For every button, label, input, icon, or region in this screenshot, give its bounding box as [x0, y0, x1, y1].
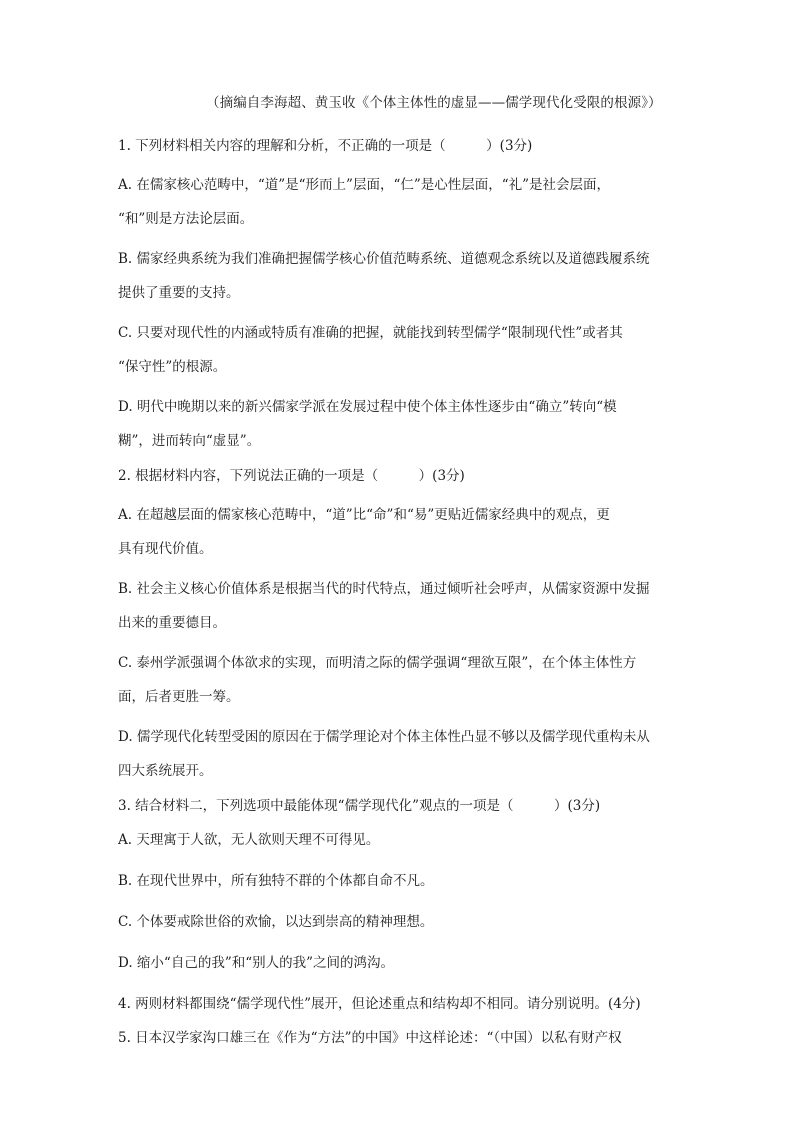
option-line: D. 明代中晚期以来的新兴儒家学派在发展过程中使个体主体性逐步由“确立”转向“模 [118, 399, 617, 415]
question-3-option-c: C. 个体要戒除世俗的欢愉，以达到崇高的精神理想。 [118, 914, 434, 930]
questions-section [118, 134, 678, 1060]
question-2-option-c [118, 646, 678, 714]
question-4-stem: 4. 两则材料都围绕“儒学现代性”展开，但论述重点和结构却不相同。请分别说明。(4分) [118, 996, 641, 1012]
question-3-option-b: B. 在现代世界中，所有独特不群的个体都自命不凡。 [118, 873, 434, 889]
question-1-option-c [118, 316, 678, 384]
question-2-option-a [118, 498, 678, 566]
question-5-stem: 5. 日本汉学家沟口雄三在《作为“方法”的中国》中这样论述：“（中国）以私有财产权 [118, 1030, 622, 1046]
question-1-option-d [118, 390, 678, 458]
option-line: D. 儒学现代化转型受困的原因在于儒学理论对个体主体性凸显不够以及儒学现代重构未从 [118, 729, 650, 745]
option-line: C. 只要对现代性的内涵或特质有准确的把握，就能找到转型儒学“限制现代性”或者其 [118, 325, 623, 341]
option-line: A. 在儒家核心范畴中，“道”是“形而上”层面，“仁”是心性层面，“礼”是社会层面， [118, 177, 611, 193]
option-line: 面，后者更胜一筹。 [118, 689, 240, 705]
question-1-stem: 1. 下列材料相关内容的理解和分析，不正确的一项是（ ）(3分) [118, 138, 533, 154]
question-2-option-d [118, 720, 678, 788]
question-1-option-b [118, 242, 678, 310]
question-2-stem: 2. 根据材料内容，下列说法正确的一项是（ ）(3分) [118, 468, 465, 484]
option-line: B. 社会主义核心价值体系是根据当代的时代特点，通过倾听社会呼声，从儒家资源中发掘 [118, 581, 650, 597]
question-2-option-b [118, 572, 678, 640]
option-line: A. 在超越层面的儒家核心范畴中，“道”比“命”和“易”更贴近儒家经典中的观点，更 [118, 507, 610, 523]
source-citation: （摘编自李海超、黄玉收《个体主体性的虚显——儒学现代化受限的根源》） [206, 95, 662, 111]
question-1-option-a [118, 168, 678, 236]
question-3-stem: 3. 结合材料二，下列选项中最能体现“儒学现代化”观点的一项是（ ）(3分) [118, 798, 601, 814]
question-3-option-a: A. 天理寓于人欲，无人欲则天理不可得见。 [118, 832, 380, 848]
question-3-option-d: D. 缩小“自己的我”和“别人的我”之间的鸿沟。 [118, 955, 395, 971]
option-line: 糊”，进而转向“虚显”。 [118, 433, 261, 449]
option-line: 具有现代价值。 [118, 541, 213, 557]
option-line: C. 泰州学派强调个体欲求的实现，而明清之际的儒学强调“理欲互限”，在个体主体性方 [118, 655, 637, 671]
option-line: 四大系统展开。 [118, 763, 213, 779]
option-line: 出来的重要德目。 [118, 615, 226, 631]
option-line: “保守性”的根源。 [118, 359, 227, 375]
option-line: “和”则是方法论层面。 [118, 211, 254, 227]
option-line: B. 儒家经典系统为我们准确把握儒学核心价值范畴系统、道德观念系统以及道德践履系统 [118, 251, 650, 267]
option-line: 提供了重要的支持。 [118, 285, 240, 301]
